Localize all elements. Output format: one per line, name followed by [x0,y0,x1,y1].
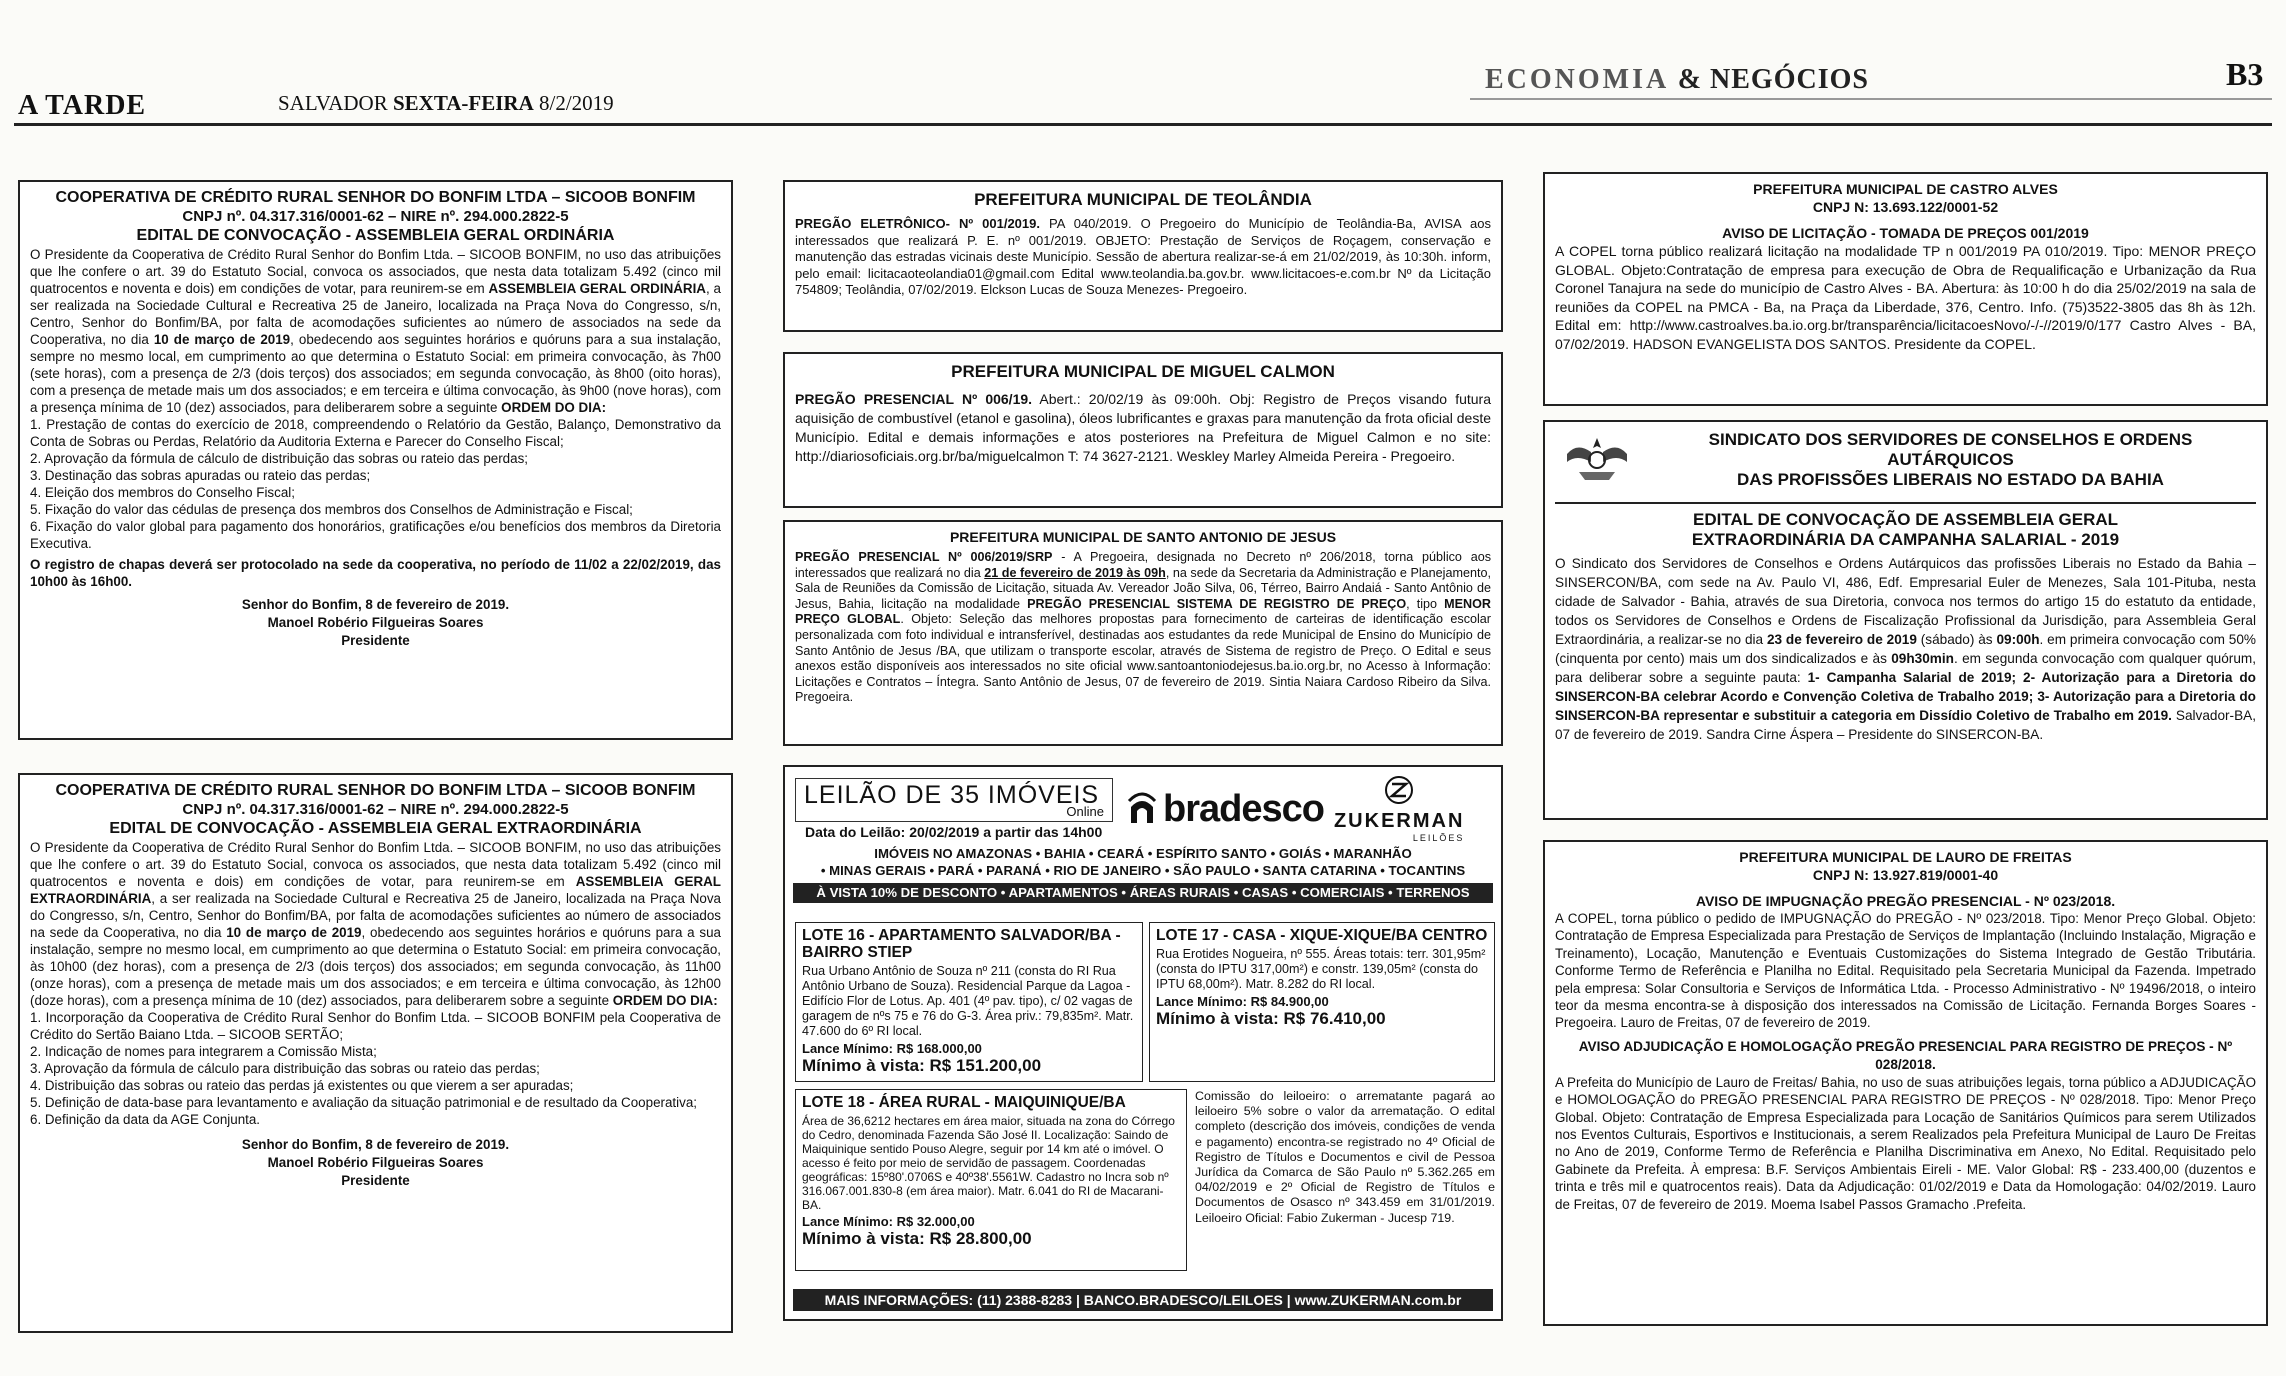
page-header [0,0,2286,132]
notice-title: PREFEITURA MUNICIPAL DE SANTO ANTONIO DE JESUS [949,529,1337,545]
notice-heading: EXTRAORDINÁRIA DA CAMPANHA SALARIAL - 2019 [1691,530,2120,549]
text-run: , obedecendo aos seguintes horários e quóruns para a sua instalação, sempre no mesmo local, em cumprimento ao que determina o Estatuto Social: em primeira convocação, às 7h00 (sete horas), com a presença de 2/3 (dois terços) dos associados; em segunda convocação, às 8h00 (oito horas), com a presença de metade mais um dos associados; e em terceira e última convocação, às 9h00 (nove horas), com a presença mínima de 10 (dez) associados, para deliberarem sobre a seguinte [30,332,721,415]
text-run: 09h30min [1891,651,1954,666]
notice-miguel-calmon [783,352,1503,508]
text-run: ASSEMBLEIA GERAL ORDINÁRIA [488,281,706,296]
auction-title-box [795,778,1113,822]
notice-title: PREFEITURA MUNICIPAL DE MIGUEL CALMON [951,362,1335,381]
agenda-item: 6. Definição da data da AGE Conjunta. [30,1112,261,1127]
notice-heading: EDITAL DE CONVOCAÇÃO DE ASSEMBLEIA GERAL [1692,510,2119,529]
signature-name: Manoel Robério Filgueiras Soares [267,1155,484,1170]
notice-lauro-de-freitas [1543,840,2268,1326]
text-run: , tipo [1406,596,1445,611]
signature-name: Manoel Robério Filgueiras Soares [267,615,484,630]
text-run: . em primeira convocação com 50% (cinquenta por cento) mais um dos sindicalizados e às [1555,632,2257,666]
agenda-item: 3. Aprovação da fórmula de cálculo para distribuição das sobras ou rateio das perdas; [30,1061,540,1076]
lot-minimum-bid: Lance Mínimo: R$ 168.000,00 [802,1041,982,1056]
agenda-item: 6. Fixação do valor global para pagamento dos honorários, gratificações e/ou benefícios dos membros da Diretoria Executiva. [30,519,721,551]
text-run: PREGÃO PRESENCIAL SISTEMA DE REGISTRO DE PREÇO [1027,596,1407,611]
bank-name: bradesco [1163,787,1324,830]
auctioneer-logo [1334,775,1464,843]
auctioneer-name: ZUKERMAN [1333,810,1465,832]
sindicate-seal-icon [1557,432,1637,484]
auction-headline: LEILÃO DE 35 IMÓVEIS [804,781,1100,809]
auction-commission-text: Comissão do leiloeiro: o arrematante pagará ao leiloeiro 5% sobre o valor da arrematação. O edital completo (descrição dos imóveis, condições de venda e pagamento) encontra-se registrado no 4º Oficial de Registro de Títulos e Documentos e civil de Pessoa Jurídica da Comarca de São Paulo nº 5.362.265 em 04/02/2019 e 2º Oficial de Registro de Títulos e Documentos de Osasco nº 343.459 em 31/01/2019. Leiloeiro Oficial: Fabio Zukerman - Jucesp 719. [1195,1089,1495,1225]
notice-teolandia [783,180,1503,332]
lot-description: Área de 36,6212 hectares em área maior, situada na zona do Córrego do Cedro, denominada Fazenda São José II. Localização: Saindo de Maiquinique sentido Pouso Alegre, seguir por 14 km até o imóvel. O acesso é feito por meio de servidão de passagem. Coordenadas geográficas: 15º80'.0706S e 40º38'.5561W. Cadastro no Incra sob nº 316.067.001.830-8 (em área maior). Matr. 6.041 do RI de Macarani-BA. [802,1114,1175,1212]
notice-body [795,216,1491,299]
date: 8/2/2019 [539,91,614,115]
text-run: PREGÃO PRESENCIAL Nº 006/19. [795,391,1033,407]
text-run: ORDEM DO DIA: [501,400,607,415]
zukerman-logo-icon [1384,775,1414,805]
lot-17 [1149,922,1495,1082]
notice-heading: AVISO DE IMPUGNAÇÃO PREGÃO PRESENCIAL - Nº 023/2018. [1695,893,2116,909]
notice-sinsercon [1543,420,2268,820]
notice-body: A Prefeita do Município de Lauro de Freitas/ Bahia, no uso de suas atribuições legais, torna público a ADJUDICAÇÃO e HOMOLOGAÇÃO do PREGÃO PRESENCIAL PARA REGISTRO DE PREÇOS - Nº 028/2018. Tipo: Menor Preço Global. Objeto: Contratação de Empresa Especializada para Locação de Sanitários Químicos para serem Utilizados nos Eventos Culturais, Esportivos e Institucionais, a serem Realizados pela Prefeitura Municipal de Lauro De Freitas no Ano de 2019, Conforme Termo de Referência e Planilha Discriminativa em Anexo, No Edital. Requisitado pelo Gabinete da Prefeita. À empresa: B.F. Serviços Ambientais Eireli - ME. Valor Global: R$ - 233.400,00 (duzentos e trinta e três mil e quatrocentos reais). Data da Adjudicação: 01/02/2019 e Data da Homologação: 04/02/2019. Lauro de Freitas, 07 de fevereiro de 2019. Moema Isabel Passos Gramacho .Prefeita. [1555,1074,2256,1212]
notice-title: DAS PROFISSÕES LIBERAIS NO ESTADO DA BAHIA [1737,470,2164,489]
text-run: 21 de fevereiro de 2019 às 09h [984,565,1166,580]
dateline [278,91,614,116]
notice-cnpj: CNPJ N: 13.693.122/0001-52 [1812,199,1999,215]
lot-title: LOTE 18 - ÁREA RURAL - MAIQUINIQUE/BA [802,1094,1126,1111]
text-run: , a ser realizada na Sociedade Cultural e Recreativa 25 de Janeiro, localizada na Praça Nova do Congresso, s/n, Centro, Senhor do Bonfim/BA, por falta de acomodações suficientes ao número de associados na sede da Cooperativa, no dia [30,891,721,940]
regions-line: IMÓVEIS NO AMAZONAS • BAHIA • CEARÁ • ESPÍRITO SANTO • GOIÁS • MARANHÃO [874,846,1412,861]
text-run: 1- Campanha Salarial de 2019; 2- Autorização para a Diretoria do SINSERCON-BA celebrar Acordo e Convenção Coletiva de Trabalho 2019; 3- Autorização para a Diretoria do SINSERCON-BA representar e substituir a categoria em Dissídio Coletivo de Trabalho em 2019. [1555,670,2256,723]
notice-title-block [1645,430,2256,490]
masthead: A TARDE [18,90,147,121]
lot-description: Rua Erotides Nogueira, nº 555. Áreas totais: terr. 301,95m² (consta do IPTU 317,00m²) e constr. 139,05m² (consta do IPTU 68,00m²). Matr. 8.282 do RI local. [1156,947,1486,991]
notice-cnpj: CNPJ N: 13.927.819/0001-40 [1812,867,1999,883]
notice-body: A COPEL, torna público o pedido de IMPUGNAÇÃO do PREGÃO - Nº 023/2018. Tipo: Menor Preço Global. Objeto: Contratação de Empresa Especializada para Prestação de Serviços de Implantação (Incluindo Instalação, Migração e Treinamento), Locação, Manutenção e Eventuais Customizações do Sistema Integrado de Gestão Tributária. Conforme Termo de Referência e Planilha no Edital. Requisitado pela Secretaria Municipal da Fazenda. Impetrado pela empresa: Solar Consultoria e Serviços de Informática Ltda. - Processo Administrativo - Nº 19496/2018, o inteiro teor da mesma encontra-se à disposição dos interessados na Comissão de Licitação. Fernanda Borges Soares - Pregoeira. Lauro de Freitas, 07 de fevereiro de 2019. [1555,911,2256,1031]
section-right: & NEGÓCIOS [1677,64,1869,95]
signature-place-date: Senhor do Bonfim, 8 de fevereiro de 2019. [241,597,510,612]
header-rule [14,123,2272,126]
text-run: , na sede da Secretaria da Administração e Planejamento, Sala de Reuniões da Comissão de Licitação, situada Av. Vereador João Silva, 06, Térreo, Bairro Andaiá - Santo Antônio de Jesus, Bahia, licitação na modalidade [795,565,1491,611]
lot-description: Rua Urbano Antônio de Souza nº 211 (consta do RI Rua Antônio Urbano de Souza). Residencial Parque da Lagoa - Edifício Flor de Lotus. Ap. 401 (4º pav. tipo), c/ 02 vagas de garagem de nºs 75 e 76 do G-3. Área priv.: 79,835m². Matr. 47.600 do 6º RI local. [802,964,1134,1038]
auction-categories-bar: À VISTA 10% DE DESCONTO • APARTAMENTOS • ÁREAS RURAIS • CASAS • COMERCIAIS • TERRENOS [793,883,1493,903]
text-run: O Sindicato dos Servidores de Conselhos e Ordens Autárquicos das profissões Liberais no Estado da Bahia – SINSERCON/BA, com sede na Av. Paulo VI, 486, Edf. Empresarial Euler de Menezes, Sala 101-Pituba, nesta cidade de Salvador - Bahia, através de sua Diretoria, convoca nos termos do artigo 15 do estatuto da entidade, todos os Servidores de Conselhos e Ordens de Fiscalização Profissional da Jurisdição, para Assembleia Geral Extraordinária, a realizar-se no dia [1555,556,2256,647]
lot-minimum-bid: Lance Mínimo: R$ 84.900,00 [1156,994,1329,1009]
notice-santo-antonio-de-jesus [783,520,1503,746]
agenda-item: 2. Indicação de nomes para integrarem a Comissão Mista; [30,1044,377,1059]
notice-heading: AVISO DE LICITAÇÃO - TOMADA DE PREÇOS 001/2019 [1722,225,2089,241]
signature-place-date: Senhor do Bonfim, 8 de fevereiro de 2019. [241,1137,510,1152]
lot-cash-price: Mínimo à vista: R$ 76.410,00 [1156,1009,1386,1028]
section-title [1485,64,1869,96]
regions-line: • MINAS GERAIS • PARÁ • PARANÁ • RIO DE JANEIRO • SÃO PAULO • SANTA CATARINA • TOCANTINS [820,863,1466,878]
signature-role: Presidente [341,633,410,648]
agenda-item: 2. Aprovação da fórmula de cálculo de distribuição das sobras ou rateio das perdas; [30,451,528,466]
notice-body [795,550,1491,706]
agenda-item: 4. Distribuição das sobras ou rateio das perdas já existentes ou que vierem a ser apuradas; [30,1078,574,1093]
lot-title: LOTE 16 - APARTAMENTO SALVADOR/BA - BAIRRO STIEP [802,927,1121,961]
text-run: 10 de março de 2019 [226,925,362,940]
notice-heading: EDITAL DE CONVOCAÇÃO - ASSEMBLEIA GERAL ORDINÁRIA [136,227,615,244]
notice-title: PREFEITURA MUNICIPAL DE CASTRO ALVES [1753,181,2058,197]
notice-title: COOPERATIVA DE CRÉDITO RURAL SENHOR DO BONFIM LTDA – SICOOB BONFIM [55,189,696,206]
text-run: 09:00h [1996,632,2040,647]
text-run: . em segunda convocação com qualquer quórum, para deliberar sobre a seguinte pauta: [1555,651,2256,685]
auction-title-block [795,778,1113,840]
notice-title: SINDICATO DOS SERVIDORES DE CONSELHOS E ORDENS AUTÁRQUICOS [1708,430,2193,469]
lot-title: LOTE 17 - CASA - XIQUE-XIQUE/BA CENTRO [1156,927,1488,944]
auction-header [785,767,1501,843]
agenda-item: 4. Eleição dos membros do Conselho Fiscal; [30,485,295,500]
notice-body [795,390,1491,466]
text-run: (sábado) às [1916,632,1997,647]
notice-sicoob-extraordinaria [18,773,733,1333]
notice-title: COOPERATIVA DE CRÉDITO RURAL SENHOR DO BONFIM LTDA – SICOOB BONFIM [55,782,696,799]
auction-regions [785,845,1501,879]
lot-minimum-bid: Lance Mínimo: R$ 32.000,00 [802,1214,975,1229]
notice-sicoob-ordinaria [18,180,733,740]
lot-cash-price: Mínimo à vista: R$ 151.200,00 [802,1056,1042,1075]
text-run: PREGÃO PRESENCIAL Nº 006/2019/SRP [795,550,1053,564]
notice-body [30,839,721,1128]
text-run: Abert.: 20/02/19 às 09:00h. Obj: Registro de Preços visando futura aquisição de combustível (etanol e gasolina), óleos lubrificantes e graxas para manutenção da frota oficial deste Município. Edital e demais informações e atos posteriores na Prefeitura de Miguel Calmon e no site: http://diariosoficiais.org.br/ba/miguelcalmon T: 74 3627-2121. Weskley Marley Almeida Pereira - Pregoeiro. [795,391,1491,464]
signature [30,596,721,650]
text-run: 23 de fevereiro de 2019 [1766,632,1917,647]
text-run: O Presidente da Cooperativa de Crédito Rural Senhor do Bonfim Ltda. – SICOOB BONFIM, no uso das atribuições que lhe confere o art. 39 do Estatuto Social, convoca os associados, que nesta data totalizam 5.492 (cinco mil quatrocentos e noventa e dois) em condições de votar, para reunirem-se em [30,247,721,296]
agenda-item: 5. Fixação do valor das cédulas de presença dos membros dos Conselhos de Administração e Fiscal; [30,502,633,517]
auction-date: Data do Leilão: 20/02/2019 a partir das 14h00 [805,824,1103,840]
agenda-item: 5. Definição de data-base para levantamento e avaliação da situação patrimonial e de resultado da Cooperativa; [30,1095,697,1110]
notice-body: A COPEL torna público realizará licitação na modalidade TP n 001/2019 PA 010/2019. Tipo: MENOR PREÇO GLOBAL. Objeto:Contratação de empresa para execução de Obra de Requalificação e Urbanização da Rua Coronel Tanajura na sede do município de Castro Alves - BA. Abertura: às 10:00 h do dia 25/02/2019 na sala de reuniões da COPEL na PMCA - Ba, na Praça da Liberdade, 376, Centro. Info. (75)3522-3805 das 8h às 12h. Edital em: http://www.castroalves.ba.io.org.br/transparência/licitacoesNovo/-/-//2019/0/177 Castro Alves - BA, 07/02/2019. HADSON EVANGELISTA DOS SANTOS. Presidente da COPEL. [1555,243,2256,352]
bradesco-logo-icon [1125,789,1159,829]
agenda-item: 1. Prestação de contas do exercício de 2018, compreendendo o Relatório da Gestão, Balanço, Demonstrativo da Conta de Sobras ou Perdas, Relatório da Auditoria Externa e Parecer do Conselho Fiscal; [30,417,721,449]
auction-advert [783,765,1503,1321]
notice-castro-alves [1543,172,2268,406]
text-run: O Presidente da Cooperativa de Crédito Rural Senhor do Bonfim Ltda. – SICOOB BONFIM, no uso das atribuições que lhe confere o art. 39 do Estatuto Social, convoca os associados, que nesta data totalizam 5.492 (cinco mil quatrocentos e noventa e dois) em condições de votar, para reunirem-se em [30,840,721,889]
text-run: ASSEMBLEIA GERAL EXTRAORDINÁRIA [30,874,721,906]
text-run: PREGÃO ELETRÔNICO- Nº 001/2019. [795,216,1040,231]
text-run: . Objeto: Seleção das melhores propostas para fornecimento de carteiras de identificação escolar personalizada com foto individual e intransferível, destinadas aos estudantes da rede Municipal de Ensino do Município de Santo Antônio de Jesus /BA, que utilizam o transporte escolar, através de Sistema de registro de Preço. O Edital e seus anexos estão disponíveis aos interessados no site oficial www.santoantoniodejesus.ba.io.org.br, no Acesso à Informação: Licitações e Contratos – Íntegra. Santo Antônio de Jesus, 07 de fevereiro de 2019. Sintia Naiara Cardoso Ribeiro da Silva. Pregoeira. [795,612,1492,705]
text-run: - A Pregoeira, designada no Decreto nº 206/2018, torna público aos interessados que realizará no dia [795,550,1491,580]
auctioneer-sub: LEILÕES [1412,833,1465,843]
page-number: B3 [2226,56,2264,92]
city: SALVADOR [278,91,388,115]
weekday: SEXTA-FEIRA [392,91,534,115]
notice-title: PREFEITURA MUNICIPAL DE TEOLÂNDIA [974,190,1312,209]
auction-footer: MAIS INFORMAÇÕES: (11) 2388-8283 | BANCO.BRADESCO/LEILOES | www.ZUKERMAN.com.br [793,1289,1493,1311]
text-run: ORDEM DO DIA: [612,993,718,1008]
signature [30,1136,721,1190]
section-rule [1470,98,2272,100]
text-run: Salvador-BA, 07 de fevereiro de 2019. Sandra Cirne Áspera – Presidente do SINSERCON-BA. [1555,708,2256,742]
text-run: , obedecendo aos seguintes horários e quóruns para a sua instalação, sempre no mesmo local, em cumprimento ao que determina o Estatuto Social: em primeira convocação, às 10h00 (dez horas), com a presença de 2/3 (dois terços) dos associados; em segunda convocação, às 11h00 (onze horas), com a presença de metade mais um dos associados; e em terceira e última convocação, às 12h00 (doze horas), com a presença mínima de 10 (dez) associados, para deliberarem sobre a seguinte [30,925,721,1008]
notice-heading: AVISO ADJUDICAÇÃO E HOMOLOGAÇÃO PREGÃO PRESENCIAL PARA REGISTRO DE PREÇOS - Nº 028/2018. [1578,1038,2233,1072]
notice-note: O registro de chapas deverá ser protocolado na sede da cooperativa, no período de 11/02 a 22/02/2019, das 10h00 às 16h00. [30,557,721,589]
text-run: 10 de março de 2019 [153,332,291,347]
agenda-item: 3. Destinação das sobras apuradas ou rateio das perdas; [30,468,371,483]
notice-heading: EDITAL DE CONVOCAÇÃO - ASSEMBLEIA GERAL EXTRAORDINÁRIA [109,820,642,837]
notice-body [1555,554,2256,744]
notice-ids: CNPJ nº. 04.317.316/0001-62 – NIRE nº. 294.000.2822-5 [182,801,569,818]
section-left: ECONOMIA [1485,64,1668,95]
lot-16 [795,922,1143,1082]
notice-body [30,246,721,590]
divider [1555,502,2256,504]
text-run: PA 040/2019. O Pregoeiro do Município de Teolândia-Ba, AVISA aos interessados que realizará P. E. nº 001/2019. OBJETO: Prestação de Serviços de Roçagem, conservação e manutenção das estradas vicinais deste Município. Sessão de abertura realizar-se-á em 21/02/2019, às 10:30h. inform, pelo email: licitacaoteolandia01@gmail.com Edital www.teolandia.ba.gov.br. www.licitacoes-e.com.br Nº da Licitação 754809; Teolândia, 07/02/2019. Elckson Lucas de Souza Menezes- Pregoeiro. [795,216,1491,297]
auction-online: Online [1066,804,1104,819]
notice-title: PREFEITURA MUNICIPAL DE LAURO DE FREITAS [1739,849,2072,865]
lot-18 [795,1089,1187,1271]
text-run: , a ser realizada na Sociedade Cultural e Recreativa 25 de Janeiro, localizada na Praça Nova do Congresso, s/n, Centro, Senhor do Bonfim/BA, por falta de acomodações suficientes ao número de associados na sede da Cooperativa, no dia [30,281,721,347]
notice-ids: CNPJ nº. 04.317.316/0001-62 – NIRE nº. 294.000.2822-5 [182,208,569,225]
text-run: MENOR PREÇO GLOBAL [795,596,1491,627]
signature-role: Presidente [341,1173,410,1188]
agenda-item: 1. Incorporação da Cooperativa de Crédito Rural Senhor do Bonfim Ltda. – SICOOB BONFIM pela Cooperativa de Crédito do Sertão Baiano Ltda. – SICOOB SERTÃO; [30,1010,721,1042]
lot-cash-price: Mínimo à vista: R$ 28.800,00 [802,1229,1032,1248]
